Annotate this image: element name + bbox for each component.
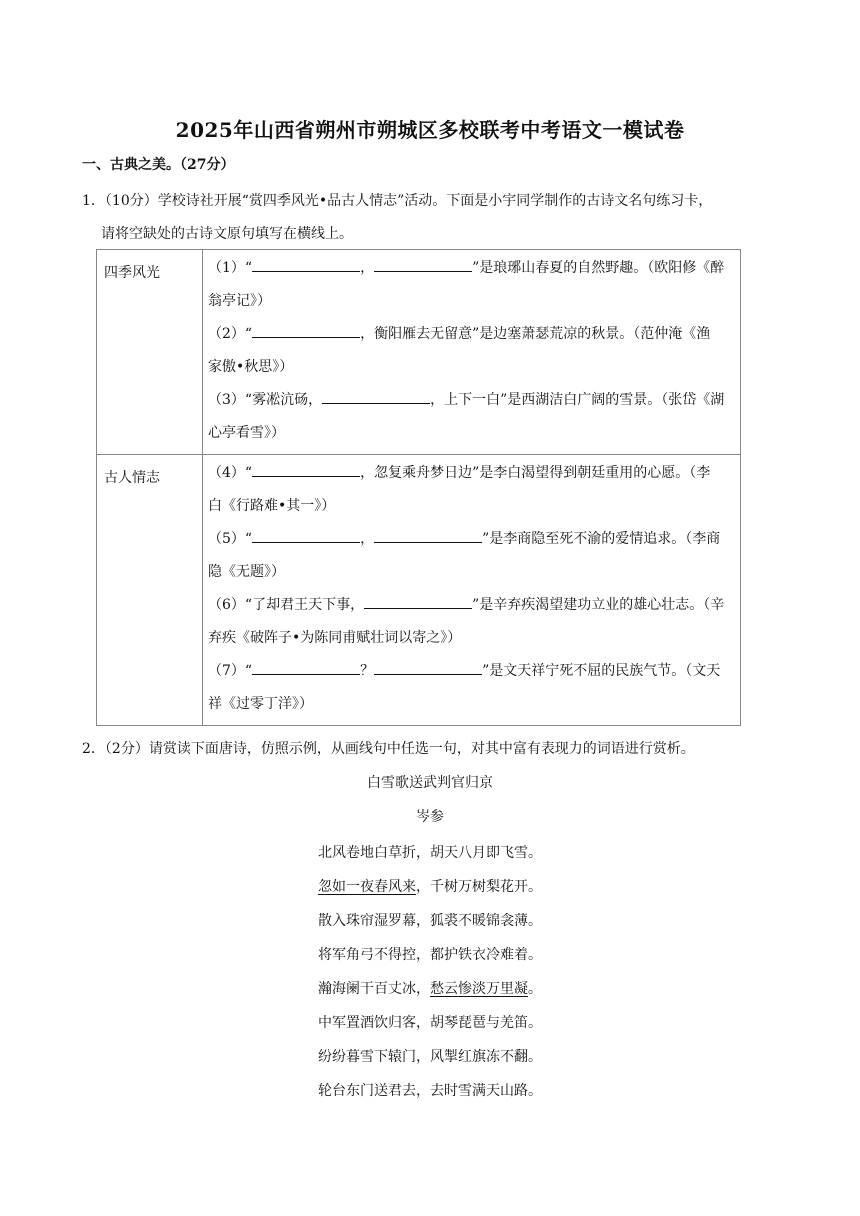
- answer-blank[interactable]: [374, 528, 482, 543]
- answer-blank[interactable]: [374, 257, 472, 272]
- question-1-prompt: 1．（10分）学校诗社开展“赏四季风光•品古人情志”活动。下面是小宇同学制作的古诗文名句练习卡，: [82, 193, 713, 209]
- poem-line-underlined: 瀚海阑干百丈冰，愁云惨淡万里凝。: [318, 981, 542, 997]
- table-row: [97, 250, 741, 455]
- table-row: [97, 455, 741, 726]
- answer-blank[interactable]: [364, 594, 472, 609]
- underlined-sentence: 愁云惨淡万里凝: [430, 981, 528, 997]
- poem-line-underlined: 忽如一夜春风来，千树万树梨花开。: [318, 879, 542, 895]
- items-cell: [203, 250, 741, 455]
- fill-item-3: （3）“雾凇沆砀， ，上下一白”是西湖洁白广阔的雪景。（张岱《湖 心亭看雪》）: [208, 384, 740, 450]
- section-heading: 一、古典之美。（27分）: [82, 157, 235, 173]
- answer-blank[interactable]: [252, 323, 360, 338]
- poem-author: 岑参: [416, 809, 444, 825]
- question-2-prompt: 2．（2分）请赏读下面唐诗，仿照示例，从画线句中任选一句，对其中富有表现力的词语进行赏析。: [82, 741, 695, 757]
- items-cell: [203, 455, 741, 726]
- answer-blank[interactable]: [252, 462, 360, 477]
- category-cell: 四季风光: [97, 250, 203, 455]
- poem-title: 白雪歌送武判官归京: [367, 775, 493, 791]
- page-title: 2025年山西省朔州市朔城区多校联考中考语文一模试卷: [175, 118, 685, 142]
- practice-card-table: [96, 249, 741, 726]
- fill-item-6: （6）“了却君王天下事， ”是辛弃疾渴望建功立业的雄心壮志。（辛 弃疾《破阵子•为陈同甫赋壮词以寄之》）: [208, 589, 740, 655]
- fill-item-1: （1）“ ， ”是琅琊山春夏的自然野趣。（欧阳修《醉 翁亭记》）: [208, 252, 740, 318]
- poem-line: 纷纷暮雪下辕门，风掣红旗冻不翻。: [318, 1049, 542, 1065]
- answer-blank[interactable]: [252, 660, 360, 675]
- fill-item-2: （2）“ ，衡阳雁去无留意”是边塞萧瑟荒凉的秋景。（范仲淹《渔 家傲•秋思》）: [208, 318, 740, 384]
- poem-line: 轮台东门送君去，去时雪满天山路。: [318, 1083, 542, 1099]
- poem-line: 将军角弓不得控，都护铁衣冷难着。: [318, 947, 542, 963]
- fill-item-5: （5）“ ， ”是李商隐至死不渝的爱情追求。（李商 隐《无题》）: [208, 523, 740, 589]
- answer-blank[interactable]: [252, 257, 360, 272]
- answer-blank[interactable]: [322, 389, 430, 404]
- poem-line: 北风卷地白草折，胡天八月即飞雪。: [318, 845, 542, 861]
- fill-item-4: （4）“ ，忽复乘舟梦日边”是李白渴望得到朝廷重用的心愿。（李 白《行路难•其一》）: [208, 457, 740, 523]
- fill-item-7: （7）“ ？ ”是文天祥宁死不屈的民族气节。（文天 祥《过零丁洋》）: [208, 655, 740, 721]
- question-1-prompt-cont: 请将空缺处的古诗文原句填写在横线上。: [101, 226, 353, 242]
- category-cell: 古人情志: [97, 455, 203, 726]
- answer-blank[interactable]: [374, 660, 482, 675]
- underlined-sentence: 忽如一夜春风来: [318, 879, 416, 895]
- answer-blank[interactable]: [252, 528, 360, 543]
- poem-line: 中军置酒饮归客，胡琴琵琶与羌笛。: [318, 1015, 542, 1031]
- poem-line: 散入珠帘湿罗幕，狐裘不暖锦衾薄。: [318, 913, 542, 929]
